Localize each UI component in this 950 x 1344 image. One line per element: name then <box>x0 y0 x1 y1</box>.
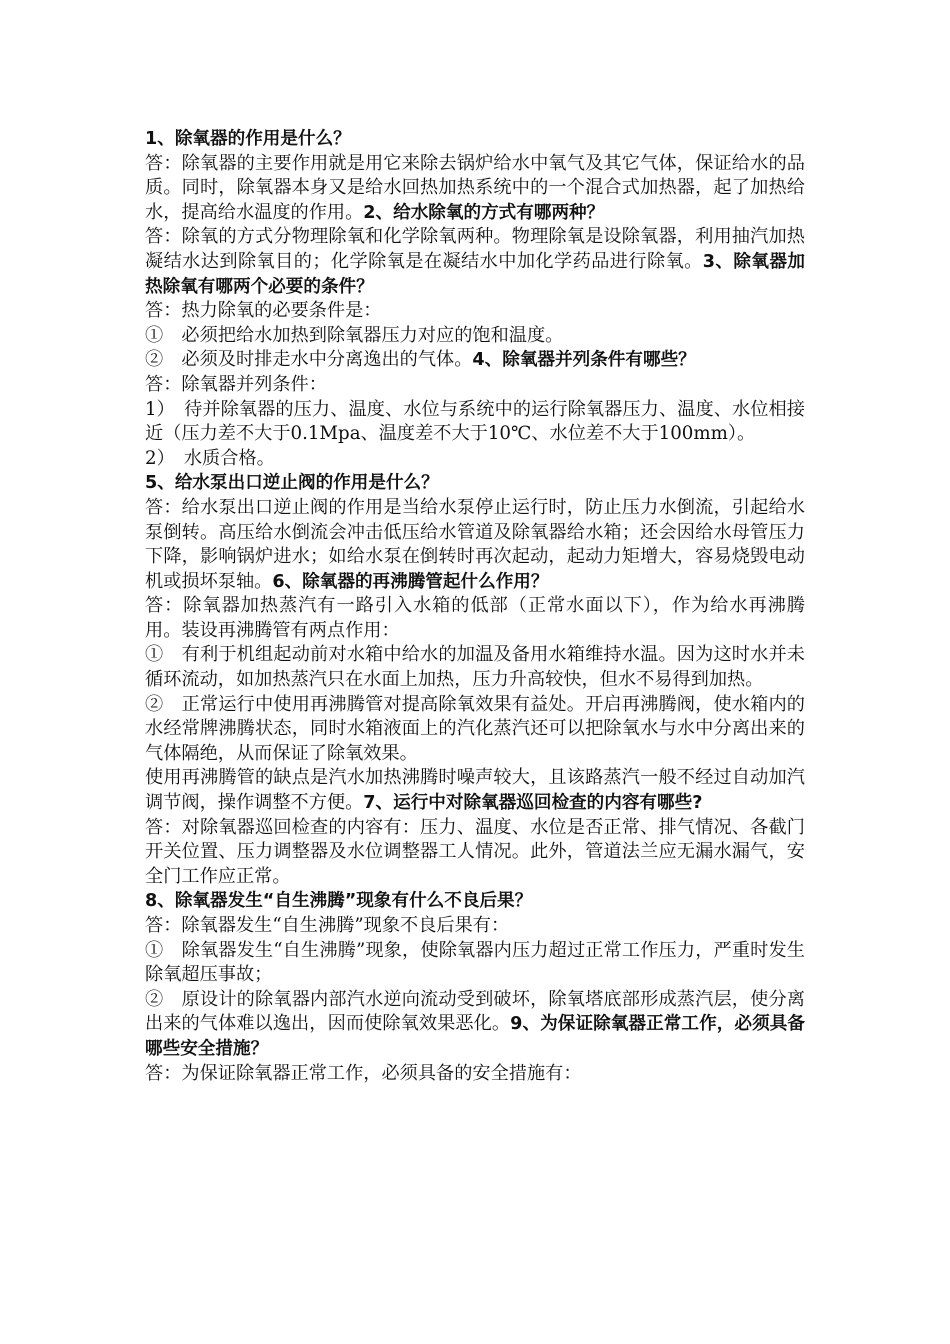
question-9-title: 9、为保证除氧器正常工作，必须具备哪些安全措施？ <box>145 1014 805 1059</box>
answer-3-item-1: ① 必须把给水加热到除氧器压力对应的饱和温度。 <box>145 324 564 346</box>
question-1-title: 1、除氧器的作用是什么？ <box>145 129 351 149</box>
answer-5: 答：给水泵出口逆止阀的作用是当给水泵停止运行时，防止压力水倒流，引起给水泵倒转。高压给水倒流会冲击低压给水管道及除氧器给水箱；还会因给水母管压力下降，影响锅炉进水；如给水泵在倒转时再次起动，起动力矩增大，容易烧毁电动机或损坏泵轴。6、除氧器的再沸腾管起什么作用？ <box>145 496 805 592</box>
answer-4: 答：除氧器并列条件： <box>145 373 327 395</box>
answer-6: 答：除氧器加热蒸汽有一路引入水箱的低部（正常水面以下），作为给水再沸腾用。装设再沸腾管有两点作用： <box>145 595 805 641</box>
answer-3: 答：热力除氧的必要条件是： <box>145 300 382 322</box>
question-2-title: 2、给水除氧的方式有哪两种？ <box>363 202 605 223</box>
answer-4-item-1: 1） 待并除氧器的压力、温度、水位与系统中的运行除氧器压力、温度、水位相接近（压力差不大于0.1Mpa、温度差不大于10℃、水位差不大于100mm）。 <box>145 398 805 445</box>
answer-6-item-1: ① 有利于机组起动前对水箱中给水的加温及备用水箱维持水温。因为这时水并未循环流动，如加热蒸汽只在水面上加热，压力升高较快，但水不易得到加热。 <box>145 644 805 691</box>
question-3-title: 3、除氧器加热除氧有哪两个必要的条件？ <box>145 251 805 297</box>
answer-8-item-2: ② 原设计的除氧器内部汽水逆向流动受到破坏，除氧塔底部形成蒸汽层，使分离出来的气体难以逸出，因而使除氧效果恶化。9、为保证除氧器正常工作，必须具备哪些安全措施？ <box>145 988 805 1059</box>
answer-3-item-2: ② 必须及时排走水中分离逸出的气体。4、除氧器并列条件有哪些？ <box>145 349 696 371</box>
answer-6-item-2: ② 正常运行中使用再沸腾管对提高除氧效果有益处。开启再沸腾阀，使水箱内的水经常牌沸腾状态，同时水箱液面上的汽化蒸汽还可以把除氧水与水中分离出来的气体隔绝，从而保证了除氧效果。 <box>145 693 805 764</box>
document-body <box>145 127 805 1086</box>
question-8-title: 8、除氧器发生“自生沸腾”现象有什么不良后果？ <box>145 891 533 912</box>
question-4-title: 4、除氧器并列条件有哪些？ <box>472 350 696 371</box>
answer-8-item-1: ① 除氧器发生“自生沸腾”现象，使除氧器内压力超过正常工作压力，严重时发生除氧超压事故； <box>145 939 805 986</box>
question-5-title: 5、给水泵出口逆止阀的作用是什么？ <box>145 473 439 494</box>
answer-2: 答：除氧的方式分物理除氧和化学除氧两种。物理除氧是设除氧器，利用抽汽加热凝结水达到除氧目的；化学除氧是在凝结水中加化学药品进行除氧。3、除氧器加热除氧有哪两个必要的条件？ <box>145 226 805 297</box>
answer-4-item-2: 2） 水质合格。 <box>145 447 275 469</box>
question-6-title: 6、除氧器的再沸腾管起什么作用？ <box>272 571 549 592</box>
answer-7: 答：对除氧器巡回检查的内容有：压力、温度、水位是否正常、排气情况、各截门开关位置、压力调整器及水位调整器工人情况。此外，管道法兰应无漏水漏气，安全门工作应正常。 <box>145 816 805 887</box>
answer-1: 答：除氧器的主要作用就是用它来除去锅炉给水中氧气及其它气体，保证给水的品质。同时，除氧器本身又是给水回热加热系统中的一个混合式加热器，起了加热给水，提高给水温度的作用。2、给水除氧的方式有哪两种？ <box>145 152 805 223</box>
answer-8: 答：除氧器发生“自生沸腾”现象不良后果有： <box>145 915 510 936</box>
answer-9: 答：为保证除氧器正常工作，必须具备的安全措施有： <box>145 1062 582 1084</box>
question-7-title: 7、运行中对除氧器巡回检查的内容有哪些? <box>363 793 703 814</box>
answer-6-note: 使用再沸腾管的缺点是汽水加热沸腾时噪声较大，且该路蒸汽一般不经过自动加汽调节阀，操作调整不方便。7、运行中对除氧器巡回检查的内容有哪些? <box>145 767 805 814</box>
